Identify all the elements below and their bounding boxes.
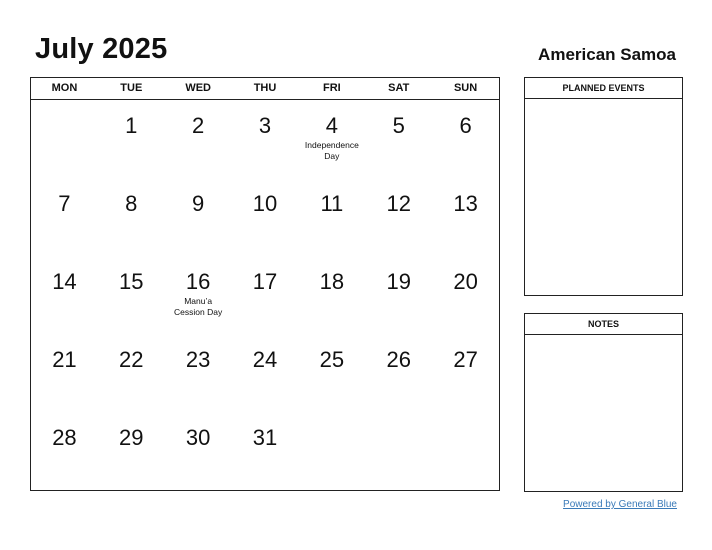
day-number: 1 — [125, 113, 138, 138]
planned-events-box — [524, 77, 683, 296]
day-cell — [232, 334, 299, 412]
day-number: 27 — [453, 347, 478, 372]
week-row — [31, 178, 499, 256]
day-cell — [232, 100, 299, 178]
day-number: 7 — [58, 191, 71, 216]
day-cell — [298, 256, 365, 334]
day-cell — [98, 412, 165, 490]
day-cell — [432, 412, 499, 490]
day-cell — [432, 334, 499, 412]
day-number: 19 — [386, 269, 411, 294]
day-cell — [165, 100, 232, 178]
day-cell — [365, 178, 432, 256]
day-number: 26 — [386, 347, 411, 372]
day-number: 8 — [125, 191, 138, 216]
planned-events-heading: PLANNED EVENTS — [525, 78, 682, 99]
day-number: 17 — [252, 269, 278, 294]
day-cell — [432, 178, 499, 256]
day-cell — [232, 256, 299, 334]
day-cell — [232, 412, 299, 490]
weekday-tue: TUE — [120, 82, 143, 94]
weekday-mon: MON — [51, 82, 78, 94]
weekday-fri: FRI — [323, 82, 341, 94]
holiday-label: Independence Day — [304, 140, 359, 161]
day-cell — [31, 412, 98, 490]
day-number: 12 — [386, 191, 411, 216]
day-number: 14 — [52, 269, 77, 294]
day-number: 10 — [252, 191, 278, 216]
day-cell — [31, 100, 98, 178]
day-number: 29 — [119, 425, 144, 450]
day-cell — [298, 412, 365, 490]
day-cell — [31, 334, 98, 412]
day-cell — [98, 100, 165, 178]
day-cell — [98, 256, 165, 334]
day-cell — [165, 178, 232, 256]
day-number: 6 — [459, 113, 472, 138]
powered-by-link[interactable]: Powered by General Blue — [563, 499, 677, 510]
week-row — [31, 334, 499, 412]
day-number: 4 — [325, 113, 338, 138]
day-number: 13 — [453, 191, 478, 216]
day-number: 24 — [252, 347, 278, 372]
day-cell — [365, 412, 432, 490]
weekday-sun: SUN — [453, 82, 478, 94]
weekday-header-row — [31, 78, 499, 100]
day-cell — [165, 334, 232, 412]
day-cell — [298, 100, 365, 178]
holiday-label: Manu’a Cession Day — [174, 296, 223, 317]
notes-box — [524, 313, 683, 492]
week-row — [31, 256, 499, 334]
day-cell — [432, 256, 499, 334]
calendar-grid — [30, 77, 500, 491]
day-cell — [165, 256, 232, 334]
weekday-sat: SAT — [388, 82, 410, 94]
day-cell — [365, 334, 432, 412]
page-title: July 2025 — [35, 33, 168, 65]
day-cell — [165, 412, 232, 490]
day-number: 21 — [52, 347, 77, 372]
day-cell — [98, 334, 165, 412]
day-number: 31 — [252, 425, 278, 450]
week-row — [31, 100, 499, 178]
day-number: 30 — [185, 425, 211, 450]
day-cell — [98, 178, 165, 256]
day-number: 20 — [453, 269, 478, 294]
day-number: 11 — [320, 191, 344, 216]
day-number: 9 — [192, 191, 205, 216]
day-number: 2 — [192, 113, 205, 138]
day-cell — [31, 256, 98, 334]
weekday-thu: THU — [253, 82, 277, 94]
day-cell — [365, 256, 432, 334]
day-number: 16 — [185, 269, 211, 294]
day-cell — [31, 178, 98, 256]
day-cell — [298, 334, 365, 412]
day-cell — [432, 100, 499, 178]
day-cell — [365, 100, 432, 178]
day-number: 23 — [185, 347, 211, 372]
day-number: 18 — [319, 269, 345, 294]
day-number: 3 — [258, 113, 272, 138]
notes-heading: NOTES — [525, 314, 682, 335]
weekday-wed: WED — [185, 82, 211, 94]
day-cell — [232, 178, 299, 256]
region-name: American Samoa — [538, 45, 676, 64]
week-row — [31, 412, 499, 490]
day-number: 28 — [52, 425, 77, 450]
calendar-weeks — [31, 100, 499, 490]
day-number: 5 — [392, 113, 405, 138]
day-number: 15 — [119, 269, 144, 294]
day-number: 22 — [119, 347, 144, 372]
day-number: 25 — [319, 347, 345, 372]
day-cell — [298, 178, 365, 256]
